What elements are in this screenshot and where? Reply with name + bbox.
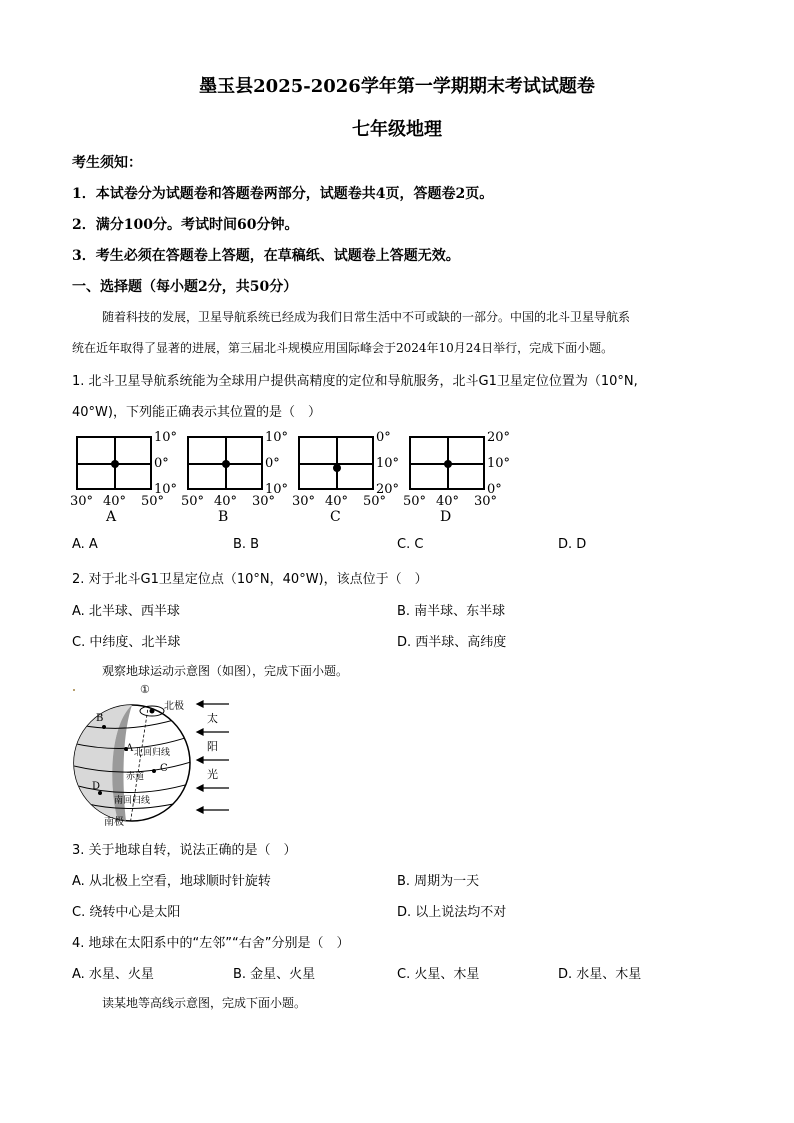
grid-a-lat-top: 10° (154, 430, 178, 445)
grid-d-lat-top: 20° (487, 430, 511, 445)
location-dot (111, 460, 119, 468)
location-dot (333, 464, 341, 472)
grid-d-lon-right: 30° (474, 494, 498, 509)
grid-b-label: B (218, 509, 229, 525)
south-pole-label: 南极 (104, 817, 124, 828)
grid-d-lat-bottom: 0° (487, 482, 502, 497)
grid-b-lon-left: 50° (181, 494, 205, 509)
north-pole-label: 北极 (164, 701, 184, 712)
q4-option-a[interactable]: A. 水星、火星 (72, 967, 154, 982)
grid-a-lat-bottom: 10° (154, 482, 178, 497)
grid-c-lat-mid: 10° (376, 456, 400, 471)
grid-b-lon-right: 30° (252, 494, 276, 509)
q2-option-d[interactable]: D. 西半球、高纬度 (397, 635, 507, 650)
sunlight-char-2: 阳 (207, 740, 218, 753)
grid-b-lon-mid: 40° (214, 494, 238, 509)
grid-c-lat-bottom: 20° (376, 482, 400, 497)
q2-option-b[interactable]: B. 南半球、东半球 (397, 604, 506, 619)
outro-text: 读某地等高线示意图，完成下面小题。 (102, 996, 307, 1010)
sunlight-char-3: 光 (207, 768, 218, 781)
q1-stem-line-2: 40°W)，下列能正确表示其位置的是（ ） (72, 405, 321, 420)
grid-d-label: D (440, 509, 452, 525)
point-b-label: B (96, 713, 104, 724)
q2-stem: 2. 对于北斗G1卫星定位点（10°N，40°W)，该点位于（ ） (72, 572, 428, 587)
tropic-cancer-label: 北回归线 (134, 748, 171, 758)
q1-stem-line-1: 1. 北斗卫星导航系统能为全球用户提供高精度的定位和导航服务，北斗G1卫星定位位置为（10°N, (72, 374, 638, 389)
notice-item-2: 2．满分100分。考试时间60分钟。 (72, 217, 299, 233)
q1-option-c[interactable]: C. C (397, 537, 424, 552)
grid-a (76, 436, 152, 490)
location-dot (222, 460, 230, 468)
figure-intro: 观察地球运动示意图（如图），完成下面小题。 (102, 664, 349, 678)
q4-option-b[interactable]: B. 金星、火星 (233, 967, 316, 982)
q4-option-c[interactable]: C. 火星、木星 (397, 967, 480, 982)
grid-d (409, 436, 485, 490)
grid-c-lat-top: 0° (376, 430, 391, 445)
grid-b-lat-mid: 0° (265, 456, 280, 471)
point-a-label: A (126, 743, 134, 754)
q1-option-d[interactable]: D. D (558, 537, 587, 552)
q1-option-b[interactable]: B. B (233, 537, 260, 552)
label-1: ① (140, 683, 150, 696)
sunlight-arrows (195, 696, 235, 816)
grid-a-lon-mid: 40° (103, 494, 127, 509)
notice-item-1: 1．本试卷分为试题卷和答题卷两部分，试题卷共4页，答题卷2页。 (72, 186, 494, 202)
q4-stem: 4. 地球在太阳系中的“左邻”“右舍”分别是（ ） (72, 936, 350, 951)
q3-option-b[interactable]: B. 周期为一天 (397, 874, 480, 889)
grid-d-lon-mid: 40° (436, 494, 460, 509)
section-intro-line-2: 统在近年取得了显著的进展，第三届北斗规模应用国际峰会于2024年10月24日举行，完成下面小题。 (72, 341, 614, 355)
grid-a-lon-left: 30° (70, 494, 94, 509)
grid-d-lon-left: 50° (403, 494, 427, 509)
grid-c (298, 436, 374, 490)
q3-option-a[interactable]: A. 从北极上空看，地球顺时针旋转 (72, 874, 271, 889)
notice-heading: 考生须知： (72, 155, 142, 171)
grid-c-label: C (330, 509, 341, 525)
q3-option-c[interactable]: C. 绕转中心是太阳 (72, 905, 181, 920)
grid-a-lon-right: 50° (141, 494, 165, 509)
tropic-capricorn-label: 南回归线 (114, 796, 151, 806)
grid-b-lat-bottom: 10° (265, 482, 289, 497)
point-d-label: D (92, 781, 101, 792)
grid-b (187, 436, 263, 490)
q2-option-c[interactable]: C. 中纬度、北半球 (72, 635, 181, 650)
grid-a-label: A (106, 509, 117, 525)
grid-b-lat-top: 10° (265, 430, 289, 445)
q4-option-d[interactable]: D. 水星、木星 (558, 967, 642, 982)
notice-item-3: 3．考生必须在答题卷上答题，在草稿纸、试题卷上答题无效。 (72, 248, 460, 264)
page-title: 墨玉县2025-2026学年第一学期期末考试试题卷 (199, 76, 595, 97)
grid-c-lon-right: 50° (363, 494, 387, 509)
q2-option-a[interactable]: A. 北半球、西半球 (72, 604, 180, 619)
grid-c-lon-mid: 40° (325, 494, 349, 509)
grid-a-lat-mid: 0° (154, 456, 169, 471)
sunlight-char-1: 太 (207, 712, 218, 725)
section-heading: 一、选择题（每小题2分，共50分） (72, 279, 298, 295)
section-intro-line-1: 随着科技的发展，卫星导航系统已经成为我们日常生活中不可或缺的一部分。中国的北斗卫星导航系 (102, 310, 631, 324)
page-subtitle: 七年级地理 (352, 119, 442, 140)
q3-option-d[interactable]: D. 以上说法均不对 (397, 905, 507, 920)
equator-label: 赤道 (126, 772, 145, 782)
point-c-label: C (160, 763, 168, 774)
grid-d-lat-mid: 10° (487, 456, 511, 471)
q3-stem: 3. 关于地球自转，说法正确的是（ ） (72, 843, 297, 858)
q1-option-a[interactable]: A. A (72, 537, 98, 552)
location-dot (444, 460, 452, 468)
grid-c-lon-left: 30° (292, 494, 316, 509)
